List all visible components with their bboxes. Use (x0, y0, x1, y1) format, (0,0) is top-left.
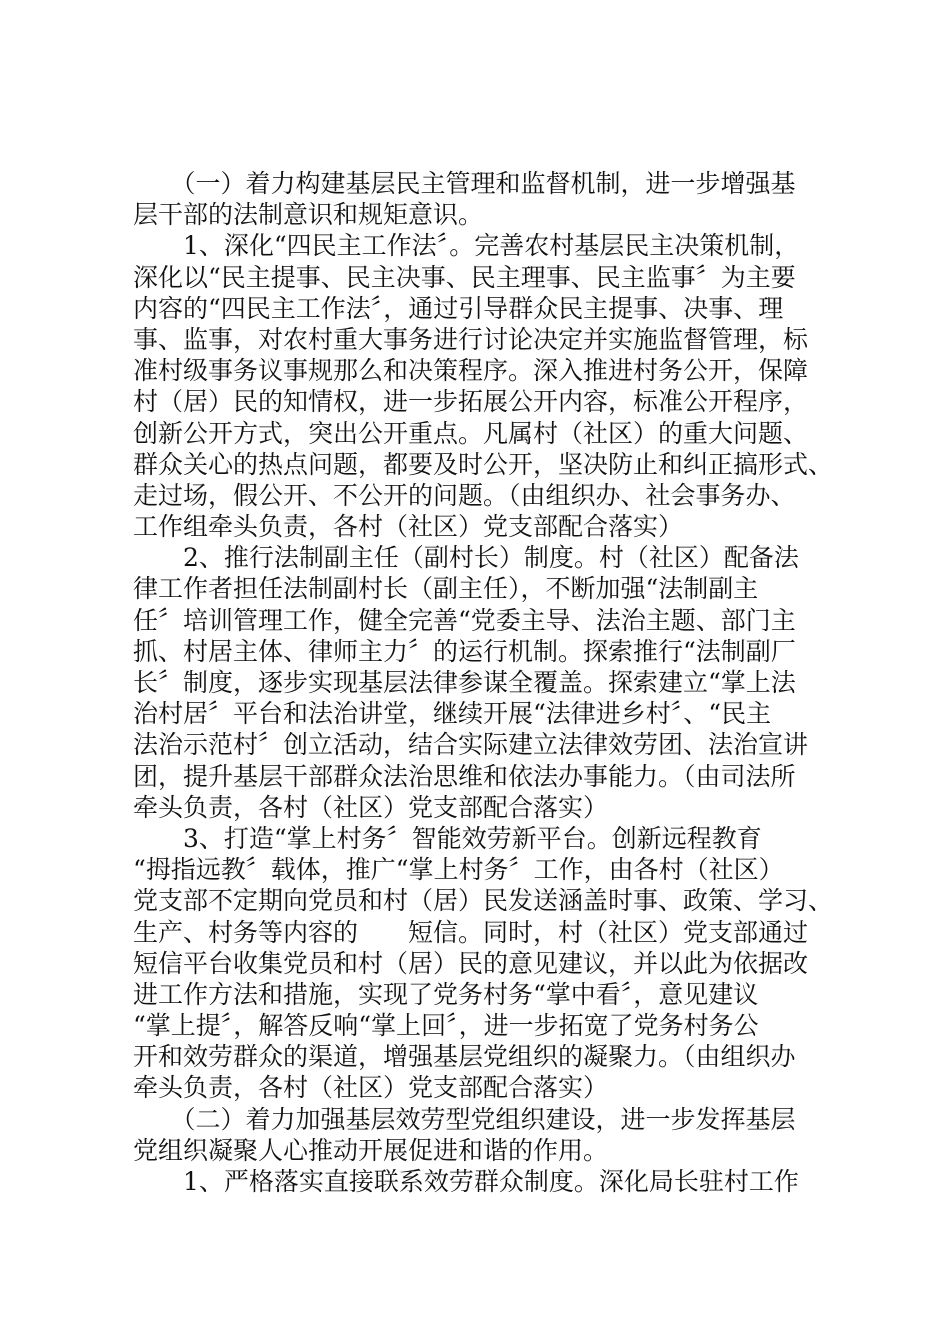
text-line: 深化以“民主提事、民主决事、民主理事、民主监事〞为主要 (133, 262, 796, 292)
text-line: 开和效劳群众的渠道，增强基层党组织的凝聚力。（由组织办 (133, 1042, 796, 1072)
text-line: 1、严格落实直接联系效劳群众制度。深化局长驻村工作 (133, 1167, 799, 1196)
text-line: 2、推行法制副主任（副村长）制度。村（社区）配备法 (133, 543, 799, 573)
text-line: 群众关心的热点问题，都要及时公开，坚决防止和纠正搞形式、 (133, 449, 834, 479)
text-line: （一）着力构建基层民主管理和监督机制，进一步增强基 (133, 169, 796, 198)
text-line: 进工作方法和措施，实现了党务村务“掌中看〞，意见建议 (133, 979, 759, 1009)
text-line: 工作组牵头负责，各村（社区）党支部配合落实） (133, 512, 684, 542)
text-line: 抓、村居主体、律师主力〞的运行机制。探索推行“法制副厂 (133, 636, 796, 666)
text-line: 长〞制度，逐步实现基层法律参谋全覆盖。探索建立“掌上法 (133, 668, 796, 697)
text-line: 党支部不定期向党员和村（居）民发送涵盖时事、政策、学习、 (133, 886, 834, 916)
text-line: 牵头负责，各村（社区）党支部配合落实） (133, 1073, 609, 1103)
text-line: 律工作者担任法制副村长（副主任），不断加强“法制副主 (133, 574, 759, 604)
text-line: 准村级事务议事规那么和决策程序。深入推进村务公开，保障 (133, 356, 809, 386)
text-line: 法治示范村〞创立活动，结合实际建立法律效劳团、法治宣讲 (133, 730, 809, 760)
text-line: “掌上提〞，解答反响“掌上回〞，进一步拓宽了党务村务公 (133, 1011, 759, 1041)
text-line: 1、深化“四民主工作法〞。完善农村基层民主决策机制， (133, 231, 800, 261)
text-line: 牵头负责，各村（社区）党支部配合落实） (133, 792, 609, 822)
text-line: 短信平台收集党员和村（居）民的意见建议，并以此为依据改 (133, 948, 809, 978)
text-line: 3、打造“掌上村务〞智能效劳新平台。创新远程教育 (133, 823, 762, 853)
text-line: 创新公开方式，突出公开重点。凡属村（社区）的重大问题、 (133, 418, 809, 448)
text-line: 内容的“四民主工作法〞，通过引导群众民主提事、决事、理 (133, 293, 784, 323)
text-line: 治村居〞平台和法治讲堂，继续开展“法律进乡村〞、“民主 (133, 699, 772, 729)
text-line: 事、监事，对农村重大事务进行讨论决定并实施监督管理，标 (133, 324, 809, 354)
text-line: 村（居）民的知情权，进一步拓展公开内容，标准公开程序， (133, 387, 809, 417)
text-line: 党组织凝聚人心推动开展促进和谐的作用。 (133, 1135, 609, 1165)
text-line: “拇指远教〞载体，推广“掌上村务〞工作，由各村（社区） (133, 855, 784, 885)
text-line: （二）着力加强基层效劳型党组织建设，进一步发挥基层 (133, 1104, 796, 1134)
text-line: 层干部的法制意识和规矩意识。 (133, 200, 484, 230)
text-line: 团，提升基层干部群众法治思维和依法办事能力。（由司法所 (133, 761, 796, 791)
text-line: 生产、村务等内容的 短信。同时，村（社区）党支部通过 (133, 917, 809, 947)
document-body (133, 168, 843, 1197)
text-line: 任〞培训管理工作，健全完善“党委主导、法治主题、部门主 (133, 605, 796, 635)
text-line: 走过场，假公开、不公开的问题。（由组织办、社会事务办、 (133, 480, 796, 510)
